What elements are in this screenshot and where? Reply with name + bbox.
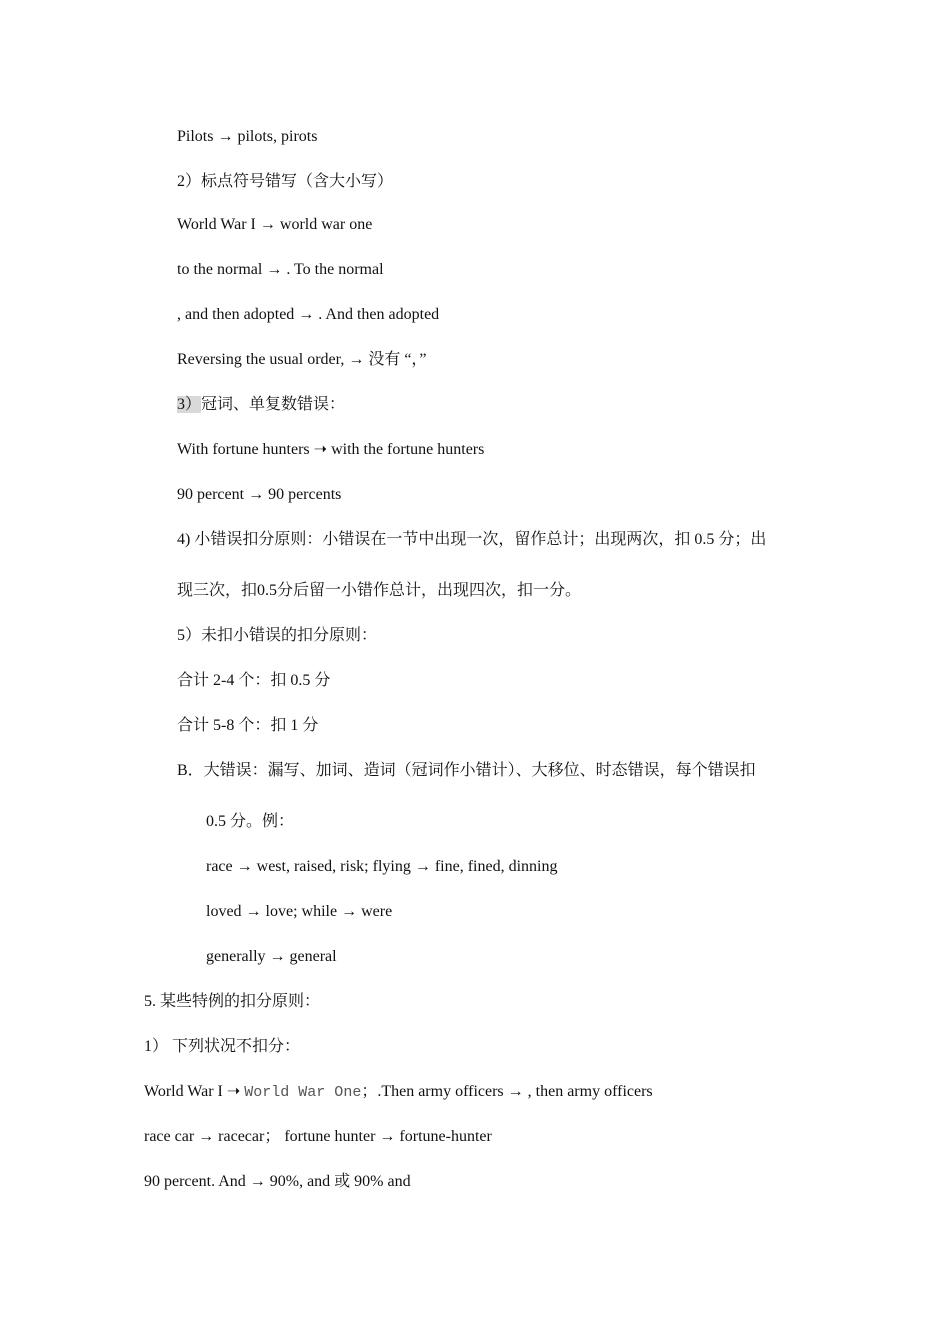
text-line: to the normal → . To the normal [177,261,384,278]
text-line: 90 percent. And → 90%, and 或 90% and [144,1173,411,1190]
text-span: World War I ➝ [144,1083,245,1100]
text-line: loved → love; while → were [206,903,393,920]
text-line: With fortune hunters ➝ with the fortune hunters [177,441,485,458]
text-line: 0.5 分。例： [206,813,295,830]
text-line: 90 percent → 90 percents [177,486,342,503]
text-line: race → west, raised, risk; flying → fine, fined, dinning [206,858,558,875]
text-line: 5）未扣小错误的扣分原则： [177,627,378,644]
text-span: 冠词、单复数错误： [201,396,346,413]
text-line: 合计 2-4 个：扣 0.5 分 [177,672,331,689]
text-line: 4) 小错误扣分原则：小错误在一节中出现一次，留作总计；出现两次，扣 0.5 分；出 [177,531,767,548]
text-line: race car → racecar； fortune hunter → fortune-hunter [144,1128,492,1145]
monospace-span: World War One [244,1084,362,1101]
text-line: 合计 5-8 个：扣 1 分 [177,717,319,734]
text-line: 2）标点符号错写（含大小写） [177,173,394,190]
text-line: 现三次，扣0.5分后留一小错作总计，出现四次，扣一分。 [177,582,582,599]
text-line: World War I → world war one [177,216,373,233]
text-line: B．大错误：漏写、加词、造词（冠词作小错计）、大移位、时态错误，每个错误扣 [177,762,756,779]
text-line [177,394,345,416]
text-line: Pilots → pilots, pirots [177,128,318,145]
text-span: ；.Then army officers → , then army officers [361,1083,653,1100]
text-line [144,1081,653,1104]
highlighted-number: 3） [177,396,202,413]
text-line: , and then adopted → . And then adopted [177,306,440,323]
text-line: 1） 下列状况不扣分： [144,1038,301,1055]
text-line: Reversing the usual order, → 没有 “，” [177,351,427,368]
text-line: generally → general [206,948,337,965]
section-heading: 5. 某些特例的扣分原则： [144,993,321,1010]
